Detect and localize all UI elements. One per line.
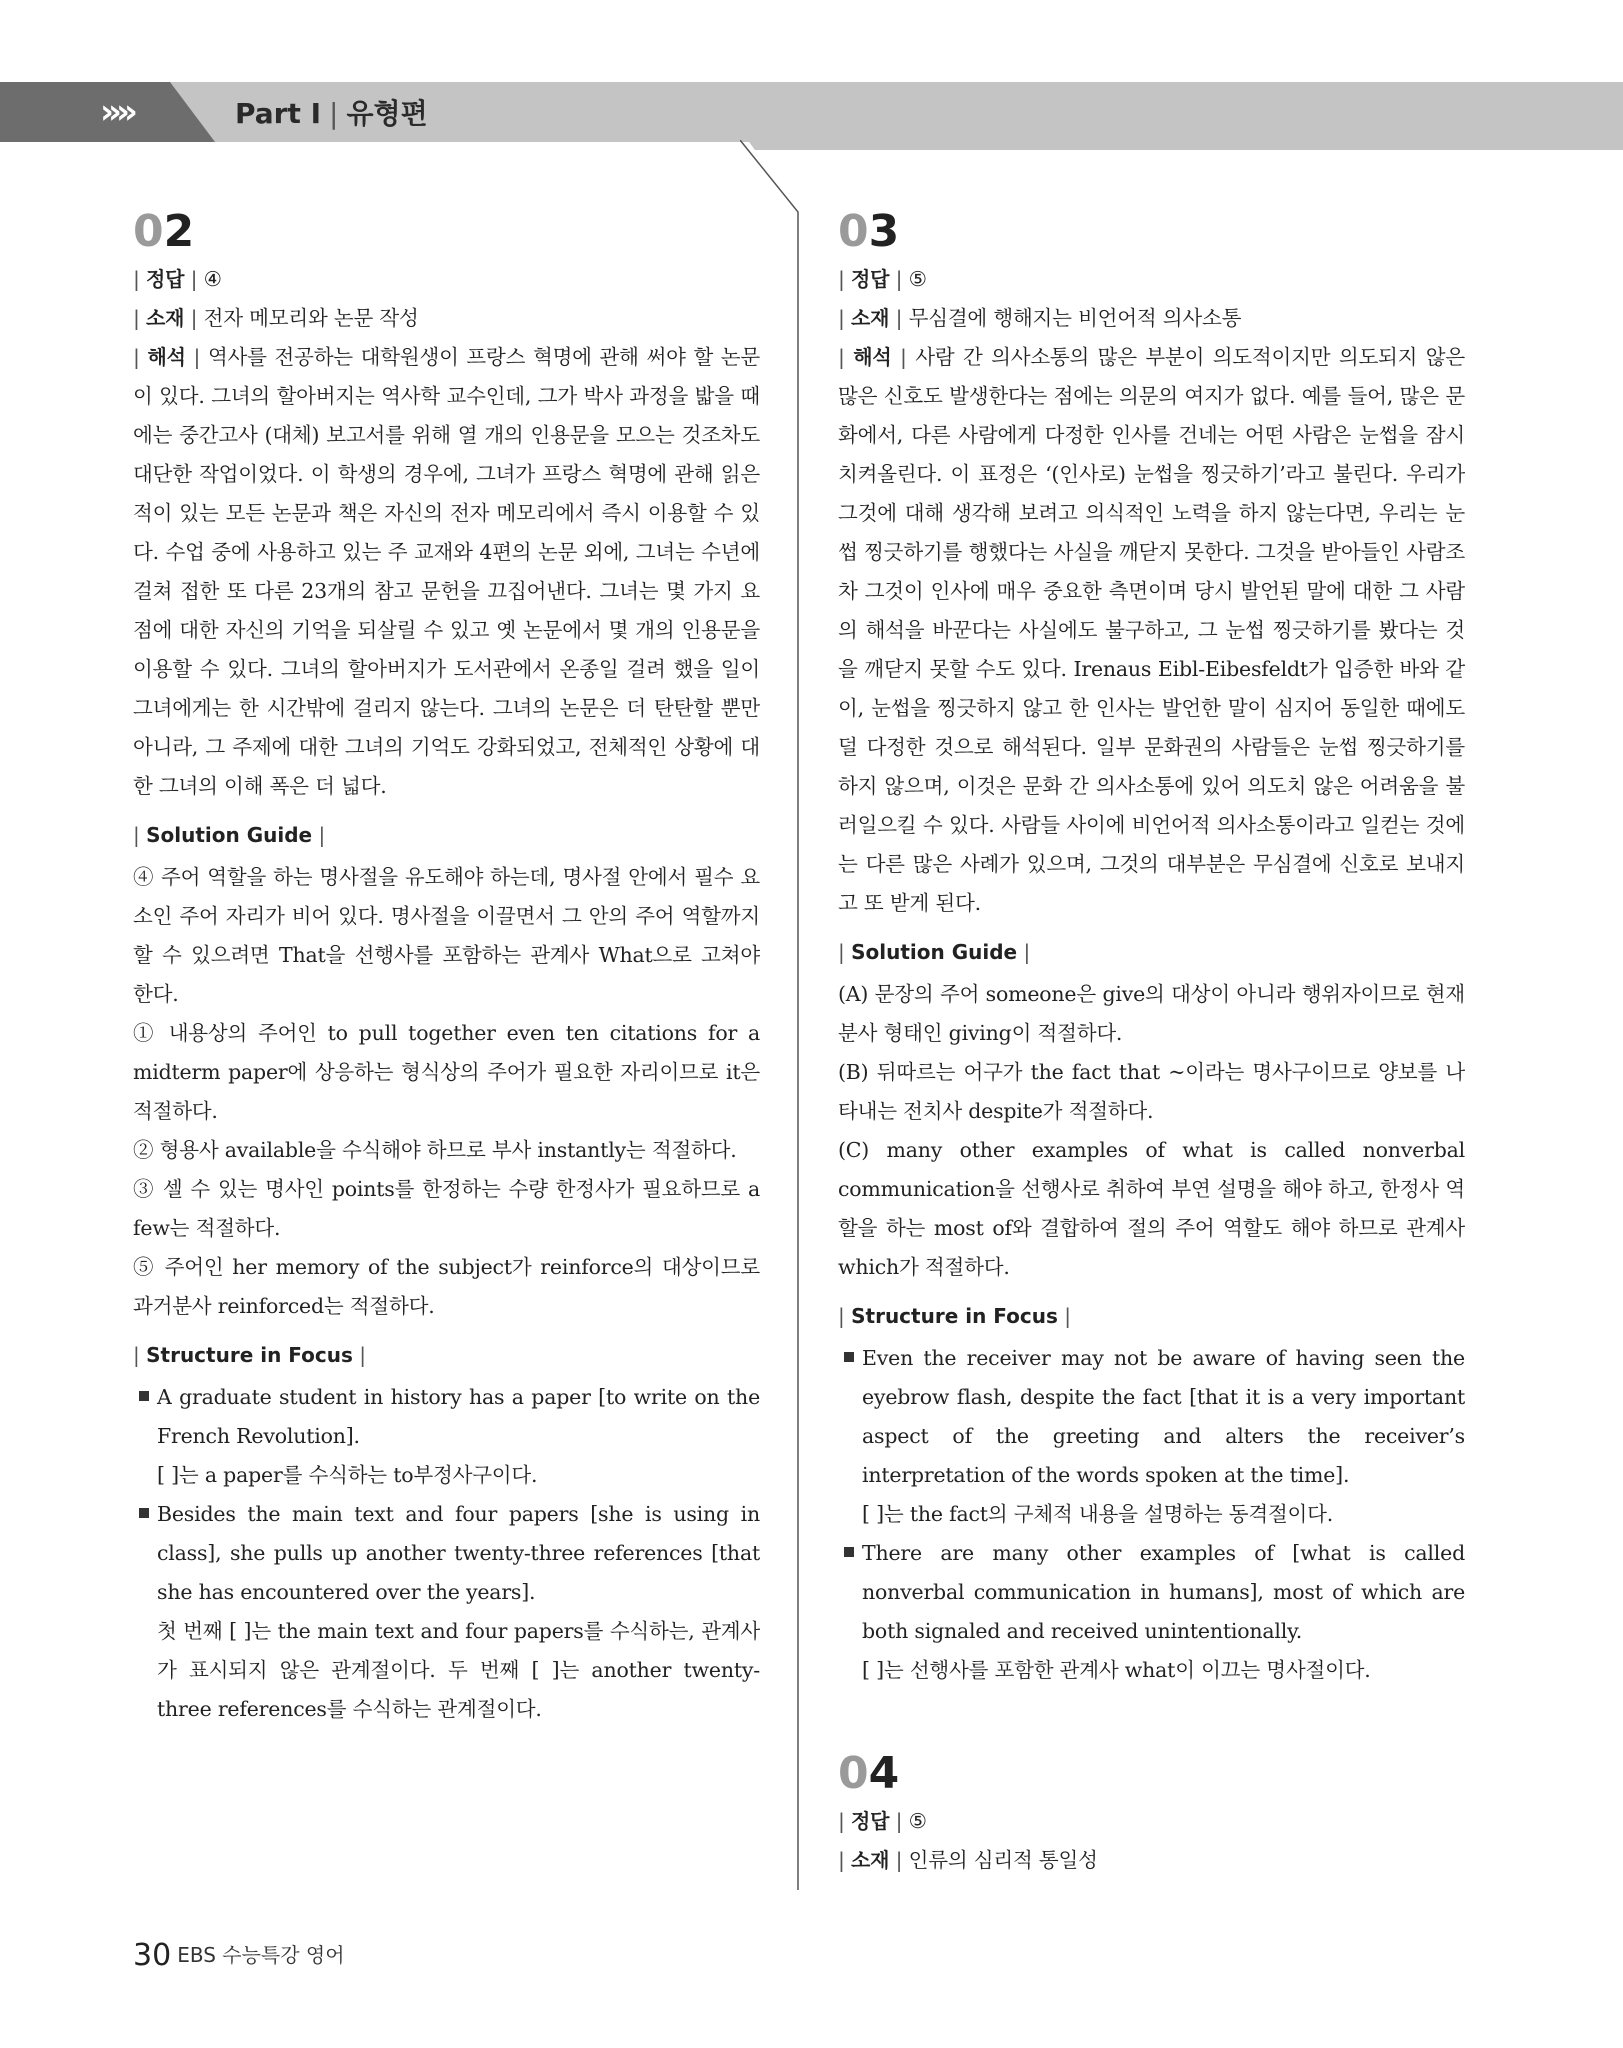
topic-value: 전자 메모리와 논문 작성 bbox=[203, 306, 419, 330]
solution-guide-heading: | Solution Guide | bbox=[133, 823, 326, 847]
structure-note: [ ]는 선행사를 포함한 관계사 what이 이끄는 명사절이다. bbox=[862, 1658, 1371, 1682]
guide-item: ⑤ 주어인 her memory of the subject가 reinforce의 대상이므로 과거분사 reinforced는 적절하다. bbox=[133, 1255, 760, 1318]
structure-sentence: A graduate student in history has a paper [to write on the French Revolution]. bbox=[133, 1378, 760, 1456]
part-label: Part Ⅰ bbox=[235, 97, 322, 130]
question-number-02: 02 bbox=[133, 206, 195, 257]
structure-sentence: There are many other examples of [what is called nonverbal communication in humans], most of which are both signaled and received unintentionally. bbox=[838, 1534, 1465, 1651]
square-bullet-icon bbox=[139, 1508, 149, 1518]
section-label: 유형편 bbox=[346, 97, 428, 130]
book-title: EBS 수능특강 영어 bbox=[177, 1943, 345, 1967]
page-number: 30 bbox=[133, 1938, 172, 1973]
answer-value: ⑤ bbox=[908, 267, 927, 291]
interpretation-text: 역사를 전공하는 대학원생이 프랑스 혁명에 관해 써야 할 논문이 있다. 그녀의 할아버지는 역사학 교수인데, 그가 박사 과정을 밟을 때에는 중간고사 (대체) 보고서를 위해 열 개의 인용문을 모으는 것조차도 대단한 작업이었다. 이 학생의 경우에, 그녀가 프랑스 혁명에 관해 읽은 적이 있는 모든 논문과 책은 자신의 전자 메모리에서 즉시 이용할 수 있다. 수업 중에 사용하고 있는 주 교재와 4편의 논문 외에, 그녀는 수년에 걸쳐 접한 또 다른 23개의 참고 문헌을 끄집어낸다. 그녀는 몇 가지 요점에 대한 자신의 기억을 되살릴 수 있고 옛 논문에서 몇 개의 인용문을 이용할 수 있다. 그녀의 할아버지가 도서관에서 온종일 걸려 했을 일이 그녀에게는 한 시간밖에 걸리지 않는다. 그녀의 논문은 더 탄탄할 뿐만 아니라, 그 주제에 대한 그녀의 기억도 강화되었고, 전체적인 상황에 대한 그녀의 이해 폭은 더 넓다. bbox=[133, 345, 761, 798]
question-number-04: 04 bbox=[838, 1748, 900, 1799]
structure-heading: | Structure in Focus | bbox=[838, 1304, 1071, 1328]
square-bullet-icon bbox=[844, 1547, 854, 1557]
structure-heading: | Structure in Focus | bbox=[133, 1343, 366, 1367]
interpretation-text: 사람 간 의사소통의 많은 부분이 의도적이지만 의도되지 않은 많은 신호도 발생한다는 점에는 의문의 여지가 없다. 예를 들어, 많은 문화에서, 다른 사람에게 다정한 인사를 건네는 어떤 사람은 눈썹을 잠시 치켜올린다. 이 표정은 ‘(인사로) 눈썹을 찡긋하기’라고 불린다. 우리가 그것에 대해 생각해 보려고 의식적인 노력을 하지 않는다면, 우리는 눈썹 찡긋하기를 행했다는 사실을 깨닫지 못한다. 그것을 받아들인 사람조차 그것이 인사에 매우 중요한 측면이며 당시 발언된 말에 대한 그 사람의 해석을 바꾼다는 사실에도 불구하고, 그 눈썹 찡긋하기를 봤다는 것을 깨닫지 못할 수도 있다. Irenaus Eibl-Eibesfeldt가 입증한 바와 같이, 눈썹을 찡긋하지 않고 한 인사는 발언한 말이 심지어 동일한 때에도 덜 다정한 것으로 해석된다. 일부 문화권의 사람들은 눈썹 찡긋하기를 하지 않으며, 이것은 문화 간 의사소통에 있어 의도치 않은 어려움을 불러일으킬 수 있다. 사람들 사이에 비언어적 의사소통이라고 일컫는 것에는 다른 많은 사례가 있으며, 그것의 대부분은 무심결에 신호로 보내지고 또 받게 된다. bbox=[838, 345, 1465, 915]
guide-item: ④ 주어 역할을 하는 명사절을 유도해야 하는데, 명사절 안에서 필수 요소인 주어 자리가 비어 있다. 명사절을 이끌면서 그 안의 주어 역할까지 할 수 있으려면 That을 선행사를 포함하는 관계사 What으로 고쳐야 한다. bbox=[133, 865, 760, 1006]
structure-note: [ ]는 the fact의 구체적 내용을 설명하는 동격절이다. bbox=[862, 1502, 1334, 1526]
answer-value: ⑤ bbox=[908, 1809, 927, 1833]
guide-item: (A) 문장의 주어 someone은 give의 대상이 아니라 행위자이므로 현재분사 형태인 giving이 적절하다. bbox=[838, 982, 1465, 1045]
left-column bbox=[133, 208, 760, 1729]
guide-item: (C) many other examples of what is called nonverbal communication을 선행사로 취하여 부연 설명을 해야 하고, 한정사 역할을 하는 most of와 결합하여 절의 주어 역할도 해야 하므로 관계사 which가 적절하다. bbox=[838, 1138, 1465, 1279]
guide-item: ③ 셀 수 있는 명사인 points를 한정하는 수량 한정사가 필요하므로 a few는 적절하다. bbox=[133, 1177, 760, 1240]
guide-item: (B) 뒤따르는 어구가 the fact that ~이라는 명사구이므로 양보를 나타내는 전치사 despite가 적절하다. bbox=[838, 1060, 1465, 1123]
topic-line: | 소재 | 무심결에 행해지는 비언어적 의사소통 bbox=[838, 306, 1242, 330]
part-banner bbox=[0, 0, 1623, 150]
chevrons-icon: »» bbox=[100, 92, 132, 132]
interpretation: | 해석 | 역사를 전공하는 대학원생이 프랑스 혁명에 관해 써야 할 논문이 있다. 그녀의 할아버지는 역사학 교수인데, 그가 박사 과정을 밟을 때에는 중간고사 (대체) 보고서를 위해 열 개의 인용문을 모으는 것조차도 대단한 작업이었다. 이 학생의 경우에, 그녀가 프랑스 혁명에 관해 읽은 적이 있는 모든 논문과 책은 자신의 전자 메모리에서 즉시 이용할 수 있다. 수업 중에 사용하고 있는 주 교재와 4편의 논문 외에, 그녀는 수년에 걸쳐 접한 또 다른 23개의 참고 문헌을 끄집어낸다. 그녀는 몇 가지 요점에 대한 자신의 기억을 되살릴 수 있고 옛 논문에서 몇 개의 인용문을 이용할 수 있다. 그녀의 할아버지가 도서관에서 온종일 걸려 했을 일이 그녀에게는 한 시간밖에 걸리지 않는다. 그녀의 논문은 더 탄탄할 뿐만 아니라, 그 주제에 대한 그녀의 기억도 강화되었고, 전체적인 상황에 대한 그녀의 이해 폭은 더 넓다. bbox=[133, 345, 761, 798]
structure-sentence: Besides the main text and four papers [she is using in class], she pulls up another twenty-three references [that she has encountered over the years]. bbox=[133, 1495, 760, 1612]
answer-line: | 정답 | ⑤ bbox=[838, 1809, 927, 1833]
answer-line: | 정답 | ④ bbox=[133, 267, 222, 291]
topic-value: 무심결에 행해지는 비언어적 의사소통 bbox=[908, 306, 1242, 330]
interpretation: | 해석 | 사람 간 의사소통의 많은 부분이 의도적이지만 의도되지 않은 많은 신호도 발생한다는 점에는 의문의 여지가 없다. 예를 들어, 많은 문화에서, 다른 사람에게 다정한 인사를 건네는 어떤 사람은 눈썹을 잠시 치켜올린다. 이 표정은 ‘(인사로) 눈썹을 찡긋하기’라고 불린다. 우리가 그것에 대해 생각해 보려고 의식적인 노력을 하지 않는다면, 우리는 눈썹 찡긋하기를 행했다는 사실을 깨닫지 못한다. 그것을 받아들인 사람조차 그것이 인사에 매우 중요한 측면이며 당시 발언된 말에 대한 그 사람의 해석을 바꾼다는 사실에도 불구하고, 그 눈썹 찡긋하기를 봤다는 것을 깨닫지 못할 수도 있다. Irenaus Eibl-Eibesfeldt가 입증한 바와 같이, 눈썹을 찡긋하지 않고 한 인사는 발언한 말이 심지어 동일한 때에도 덜 다정한 것으로 해석된다. 일부 문화권의 사람들은 눈썹 찡긋하기를 하지 않으며, 이것은 문화 간 의사소통에 있어 의도치 않은 어려움을 불러일으킬 수 있다. 사람들 사이에 비언어적 의사소통이라고 일컫는 것에는 다른 많은 사례가 있으며, 그것의 대부분은 무심결에 신호로 보내지고 또 받게 된다. bbox=[838, 345, 1465, 915]
square-bullet-icon bbox=[139, 1391, 149, 1401]
part-title bbox=[235, 92, 428, 132]
topic-line: | 소재 | 인류의 심리적 통일성 bbox=[838, 1848, 1098, 1872]
topic-value: 인류의 심리적 통일성 bbox=[908, 1848, 1098, 1872]
structure-note: 첫 번째 [ ]는 the main text and four papers를 수식하는, 관계사가 표시되지 않은 관계절이다. 두 번째 [ ]는 another twenty-three references를 수식하는 관계절이다. bbox=[157, 1619, 760, 1721]
guide-item: ① 내용상의 주어인 to pull together even ten citations for a midterm paper에 상응하는 형식상의 주어가 필요한 자리이므로 it은 적절하다. bbox=[133, 1021, 760, 1123]
guide-item: ② 형용사 available을 수식해야 하므로 부사 instantly는 적절하다. bbox=[133, 1138, 737, 1162]
structure-note: [ ]는 a paper를 수식하는 to부정사구이다. bbox=[157, 1463, 538, 1487]
answer-line: | 정답 | ⑤ bbox=[838, 267, 927, 291]
page-footer bbox=[133, 1938, 345, 1973]
solution-guide-heading: | Solution Guide | bbox=[838, 940, 1031, 964]
answer-value: ④ bbox=[203, 267, 222, 291]
question-04 bbox=[838, 1750, 1465, 1880]
structure-sentence: Even the receiver may not be aware of having seen the eyebrow flash, despite the fact [that it is a very important aspect of the greeting and alters the receiver’s interpretation of the words spoken at the time]. bbox=[838, 1339, 1465, 1495]
square-bullet-icon bbox=[844, 1352, 854, 1362]
topic-line: | 소재 | 전자 메모리와 논문 작성 bbox=[133, 306, 419, 330]
question-number-03: 03 bbox=[838, 206, 900, 257]
part-separator: | bbox=[329, 97, 339, 130]
right-column bbox=[838, 208, 1465, 1880]
